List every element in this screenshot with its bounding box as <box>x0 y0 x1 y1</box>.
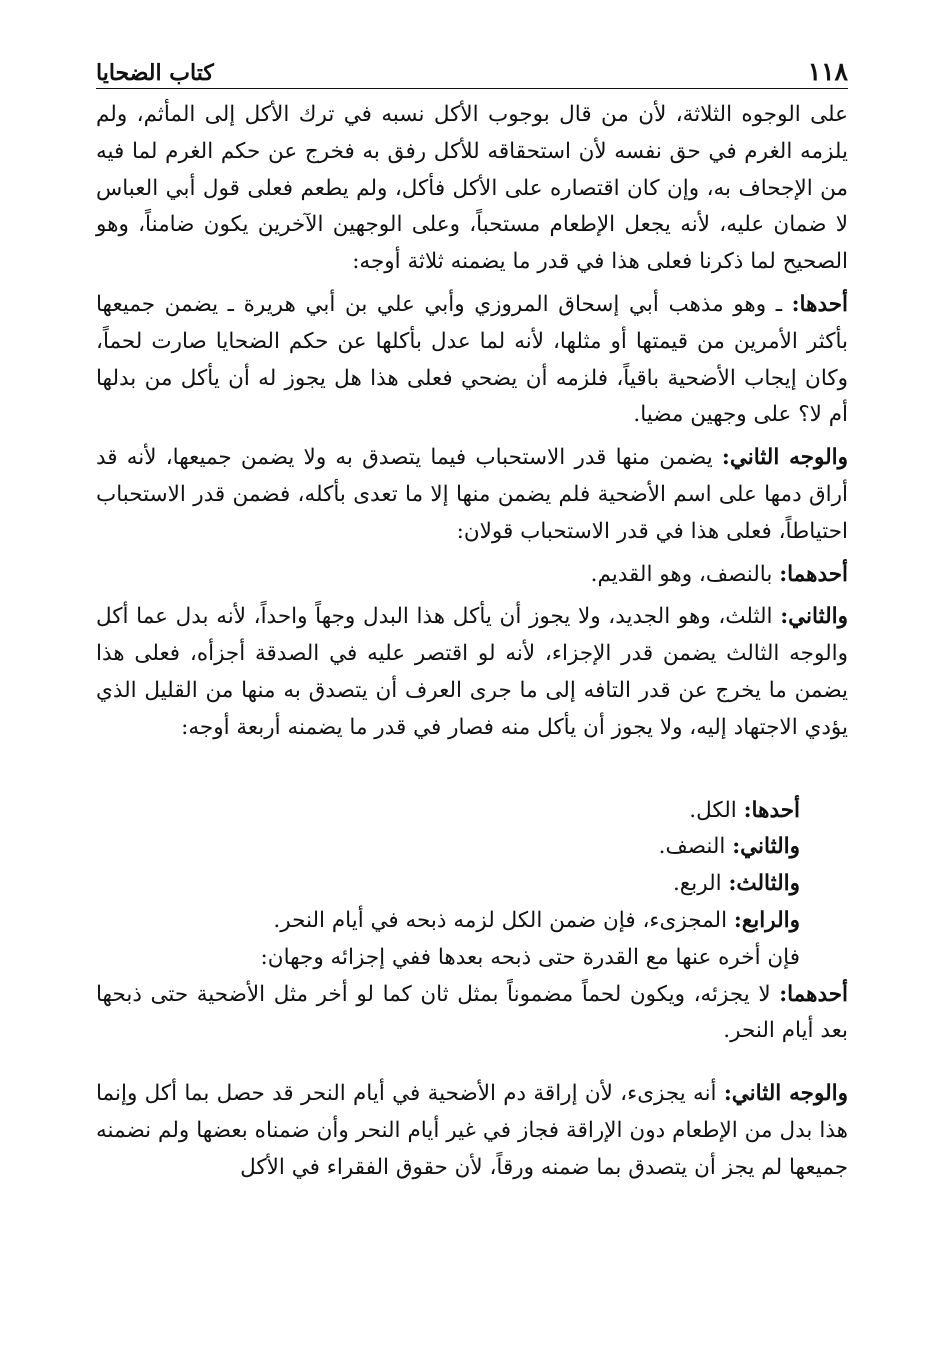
paragraph-text: بالنصف، وهو القديم. <box>590 561 780 587</box>
list-item-lead: والثالث: <box>728 871 800 897</box>
paragraph-text: لا يجزئه، ويكون لحماً مضموناً بمثل ثان كما لو أخر مثل الأضحية حتى ذبحها بعد أيام النحر. <box>96 981 848 1044</box>
list-item <box>96 866 800 903</box>
paragraph-lead: أحدهما: <box>779 561 848 587</box>
page-number: ١١٨ <box>807 57 848 86</box>
list-item <box>96 903 800 940</box>
list-item-text: الربع. <box>672 871 729 897</box>
paragraph-lead: والوجه الثاني: <box>723 1081 848 1107</box>
paragraph-lead: والوجه الثاني: <box>721 445 848 471</box>
paragraph <box>96 440 848 550</box>
options-list <box>96 793 848 977</box>
paragraph-lead: أحدها: <box>791 291 848 317</box>
list-item-text: النصف. <box>658 834 733 860</box>
list-item-text: فإن أخره عنها مع القدرة حتى ذبحه بعدها ففي إجزائه وجهان: <box>260 944 800 970</box>
paragraph <box>96 977 848 1051</box>
paragraph-lead: والثاني: <box>780 604 848 630</box>
page-body <box>96 97 848 1187</box>
list-item-text: المجزىء، فإن ضمن الكل لزمه ذبحه في أيام النحر. <box>273 907 734 933</box>
paragraph <box>96 557 848 594</box>
paragraph-text: على الوجوه الثلاثة، لأن من قال بوجوب الأكل نسبه في ترك الأكل إلى المأثم، ولم يلزمه الغرم في حق نفسه لأن استحقاقه للأكل رفق به فخرج عن حكم الغرم لما فيه من الإجحاف به، وإن كان اقتصاره على الأكل فأكل، ولم يطعم فعلى قول أبي العباس لا ضمان عليه، لأنه يجعل الإطعام مستحباً، وعلى الوجهين الآخرين يكون ضامناً، وهو الصحيح لما ذكرنا فعلى هذا في قدر ما يضمنه ثلاثة أوجه: <box>96 102 848 275</box>
book-page <box>96 54 848 1191</box>
running-title: كتاب الضحايا <box>96 60 214 86</box>
paragraph <box>96 287 848 434</box>
list-item <box>96 793 800 830</box>
paragraph <box>96 1076 848 1186</box>
list-item-lead: والرابع: <box>733 907 800 933</box>
list-item-text: الكل. <box>689 797 744 823</box>
paragraph <box>96 599 848 746</box>
list-item-lead: والثاني: <box>732 834 800 860</box>
paragraph-text: ـ وهو مذهب أبي إسحاق المروزي وأبي علي بن أبي هريرة ـ يضمن جميعها بأكثر الأمرين من قيمتها أو مثلها، لأنه لما عدل بأكلها عن حكم الضحايا صارت لحماً، وكان إيجاب الأضحية باقياً، فلزمه أن يضحي فعلى هذا هل يجوز له أن يأكل من بدلها أم لا؟ على وجهين مضيا. <box>96 291 848 428</box>
page-header <box>96 54 848 89</box>
list-item-lead: أحدها: <box>743 797 800 823</box>
paragraph-text: أنه يجزىء، لأن إراقة دم الأضحية في أيام النحر قد حصل بما أكل وإنما هذا بدل من الإطعام دون الإراقة فجاز في غير أيام النحر وأن ضمناه بعضها ولم نضمنه جميعها لم يجز أن يتصدق بما ضمنه ورقاً، لأن حقوق الفقراء في الأكل <box>96 1081 848 1180</box>
paragraph-lead: أحدهما: <box>779 981 848 1007</box>
paragraph-text: الثلث، وهو الجديد، ولا يجوز أن يأكل هذا البدل وجهاً واحداً، لأنه بدل عما أكل والوجه الثالث يضمن قدر الإجزاء، لأنه لو اقتصر عليه في الصدقة أجزأه، فعلى هذا يضمن ما يخرج عن قدر التافه إلى ما جرى العرف أن يتصدق به منها من القليل الذي يؤدي الاجتهاد إليه، ولا يجوز أن يأكل منه فصار في قدر ما يضمنه أربعة أوجه: <box>96 604 848 740</box>
list-item <box>96 829 800 866</box>
paragraph-text: يضمن منها قدر الاستحباب فيما يتصدق به ولا يضمن جميعها، لأنه قد أراق دمها على اسم الأضحية فلم يضمن منها إلا ما تعدى بأكله، فضمن قدر الاستحباب احتياطاً، فعلى هذا في قدر الاستحباب قولان: <box>96 445 848 544</box>
paragraph <box>96 97 848 281</box>
list-item <box>96 940 800 977</box>
